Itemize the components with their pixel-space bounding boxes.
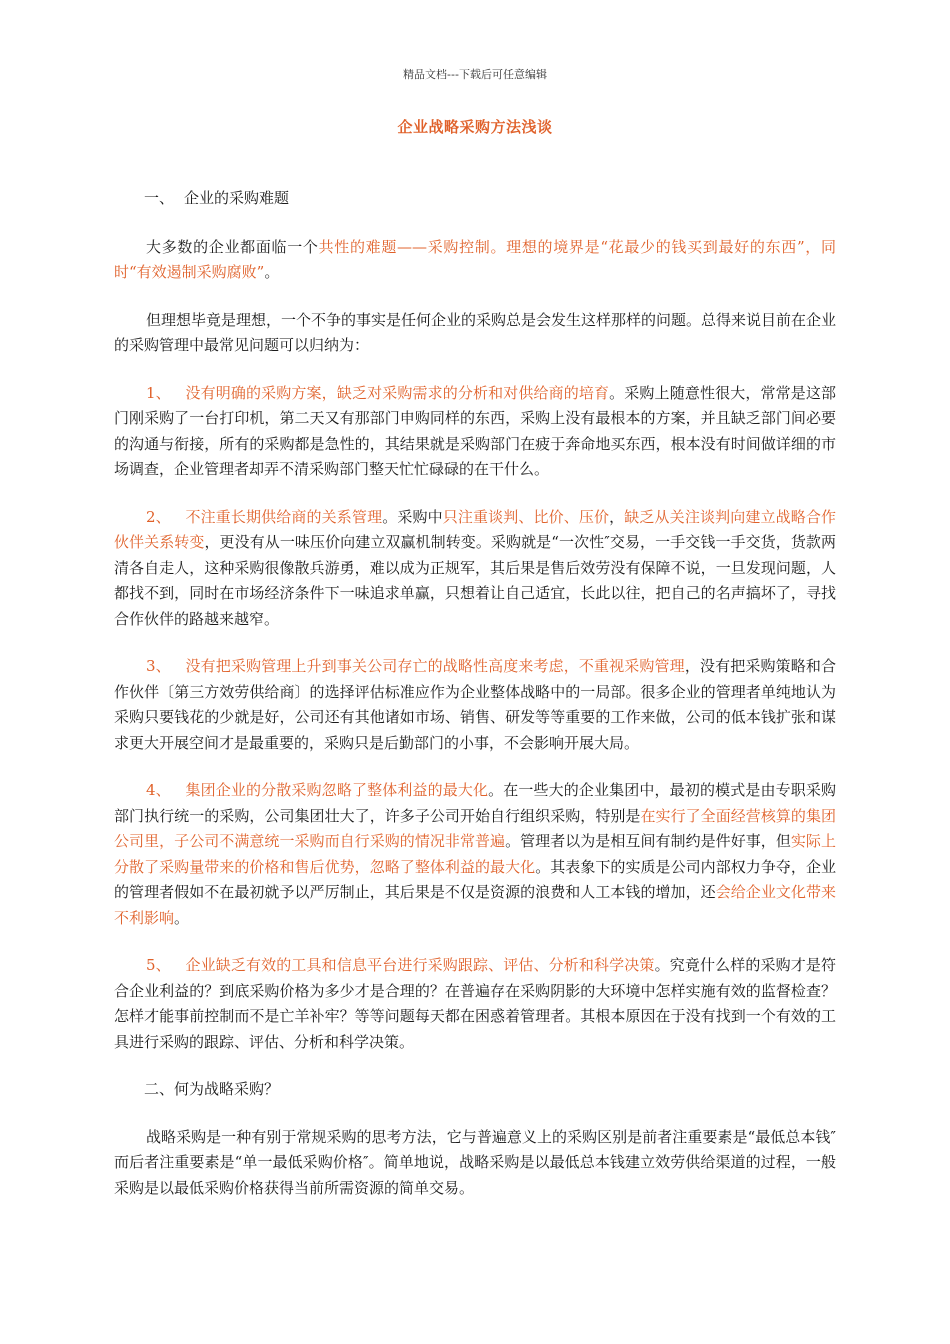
text-run: ，更没有从一味压价向建立双赢机制转变。采购就是“一次性″交易，一手交钱一手交货，货款两清各自走人，这种采购很像散兵游勇，难以成为正规军，其后果是售后效劳没有保障不说，一旦发现问题，人都找不到，同时在市场经济条件下一味追求单赢，只想着让自己适宜，长此以往，把自己的名声搞坏了，寻找合作伙伴的路越来越窄。 xyxy=(114,533,836,628)
section-title: 企业的采购难题 xyxy=(184,189,290,207)
item-number: 4、 xyxy=(146,781,171,799)
list-item-5 xyxy=(114,953,836,1055)
highlight-run: 没有把采购管理上升到事关公司存亡的战略性高度来考虑，不重视采购管理 xyxy=(185,657,685,675)
page-header: 精品文档---下载后可任意编辑 xyxy=(403,68,547,81)
item-number: 2、 xyxy=(146,507,171,526)
text-run: ，没有把采购策略和合作伙伴〔第三方效劳供给商〕的选择评估标准应作为企业整体战略中的一局部。很多企业的管理者单纯地认为采购只要钱花的少就是好，公司还有其他诸如市场、销售、研发等等重要的工作来做，公司的低本钱扩张和谋求更大开展空间才是最重要的，采购只是后勤部门的小事，不会影响开展大局。 xyxy=(114,657,836,752)
highlight-run: 实际上分散了采购量带来的价格和售后优势，忽略了整体利益的最大化 xyxy=(114,832,836,876)
document-body xyxy=(114,186,836,1201)
closing-paragraph: 战略采购是一种有别于常规采购的思考方法，它与普遍意义上的采购区别是前者注重要素是“最低总本钱″而后者注重要素是“单一最低采购价格″。简单地说，战略采购是以最低总本钱建立效劳供给渠道的过程，一般采购是以最低采购价格获得当前所需资源的简单交易。 xyxy=(114,1127,836,1197)
section-heading-2: 二、何为战略采购？ xyxy=(144,1080,280,1098)
document-title: 企业战略采购方法浅谈 xyxy=(397,118,553,136)
highlight-run: 在实行了全面经营核算的集团公司里，子公司不满意统一采购而自行采购的情况非常普遍 xyxy=(114,806,836,850)
text-run: 。在一些大的企业集团中，最初的模式是由专职采购部门执行统一的采购，公司集团壮大了，许多子公司开始自行组织采购，特别是 xyxy=(114,781,836,825)
text-run: 。 xyxy=(174,908,190,927)
list-item-4 xyxy=(114,778,836,931)
highlight-run: 不注重长期供给商的关系管理 xyxy=(185,507,383,526)
highlight-run: 缺乏从关注谈判向建立战略合作伙伴关系转变 xyxy=(114,507,836,551)
intro-paragraph-2: 但理想毕竟是理想，一个不争的事实是任何企业的采购总是会发生这样那样的问题。总得来说目前在企业的采购管理中最常见问题可以归纳为： xyxy=(114,310,837,354)
text-run: 。采购中 xyxy=(382,507,443,526)
text-run: 。 xyxy=(264,263,280,281)
text-run: 。究竟什么样的采购才是符合企业利益的？到底采购价格为多少才是合理的？在普遍存在采购阴影的大环境中怎样实施有效的监督检查？怎样才能事前控制而不是亡羊补牢？等等问题每天都在困惑着管理者。其根本原因在于没有找到一个有效的工具进行采购的跟踪、评估、分析和科学决策。 xyxy=(114,956,836,1051)
highlight-run: 没有明确的采购方案，缺乏对采购需求的分析和对供给商的培育 xyxy=(185,383,610,402)
text-run: 。管理者以为是相互间有制约是件好事，但 xyxy=(505,832,791,850)
text-run: ， xyxy=(609,507,625,526)
text-run: 大多数的企业都面临一个 xyxy=(146,237,319,256)
highlight-run: 只注重谈判、比价、压价 xyxy=(442,507,610,526)
highlight-run: 企业缺乏有效的工具和信息平台进行采购跟踪、评估、分析和科学决策 xyxy=(185,956,655,974)
list-item-3 xyxy=(114,654,836,756)
text-run: 。其表象下的实质是公司内部权力争夺，企业的管理者假如不在最初就予以严厉制止，其后果是不仅是资源的浪费和人工本钱的增加，还 xyxy=(114,857,836,901)
highlight-run: 会给企业文化带来不利影响 xyxy=(114,883,836,927)
intro-paragraph-1 xyxy=(114,235,836,286)
list-item-1 xyxy=(114,381,836,483)
item-number: 5、 xyxy=(146,956,171,974)
list-item-2 xyxy=(114,505,836,633)
item-number: 3、 xyxy=(146,657,171,675)
highlight-run: 共性的难题——采购控制。理想的境界是“花最少的钱买到最好的东西”，同时“有效遏制采购腐败” xyxy=(114,237,836,281)
highlight-run: 集团企业的分散采购忽略了整体利益的最大化 xyxy=(185,781,489,799)
section-heading-1 xyxy=(114,186,836,212)
item-number: 1、 xyxy=(146,383,171,402)
text-run: 。采购上随意性很大，常常是这部门刚采购了一台打印机，第二天又有那部门申购同样的东西，采购上没有最根本的方案，并且缺乏部门间必要的沟通与衔接，所有的采购都是急性的，其结果就是采购部门在疲于奔命地买东西，根本没有时间做详细的市场调查，企业管理者却弄不清采购部门整天忙忙碌碌的在干什么。 xyxy=(114,383,836,478)
section-number: 一、 xyxy=(144,189,175,207)
